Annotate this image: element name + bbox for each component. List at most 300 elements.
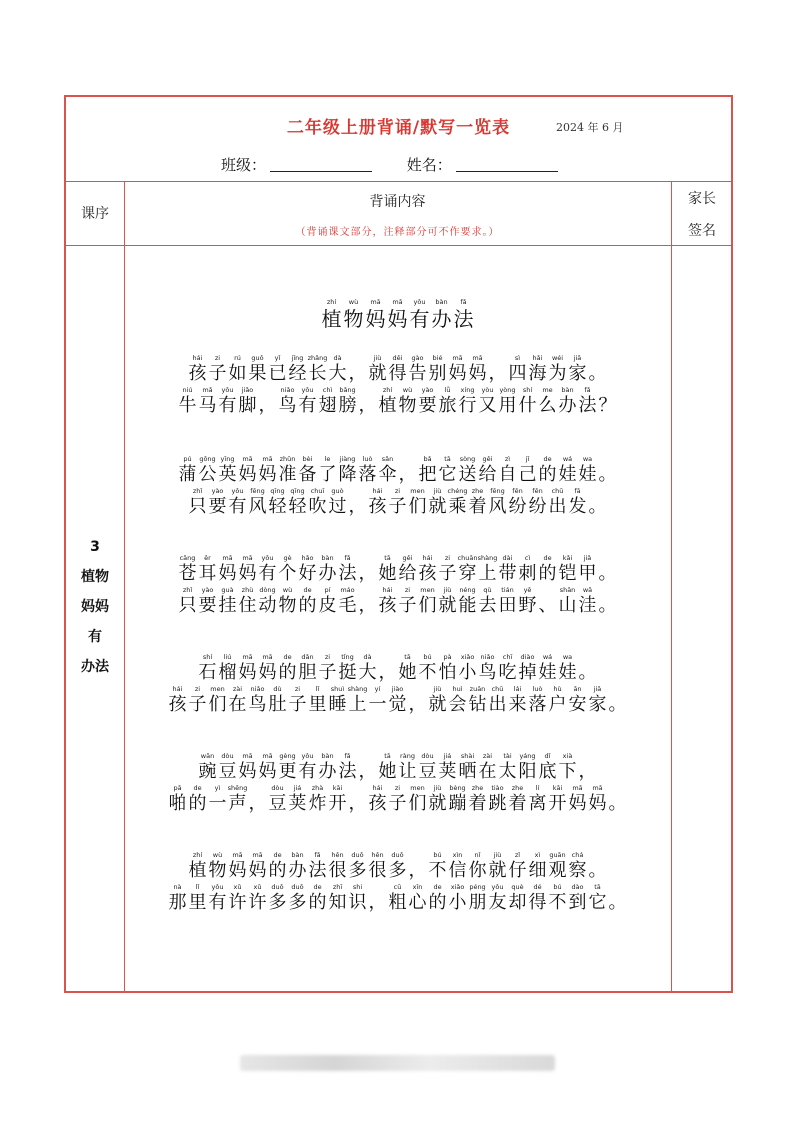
char-with-pinyin — [378, 554, 398, 584]
char-with-pinyin — [278, 455, 298, 485]
pinyin: zi — [294, 685, 301, 693]
char-with-pinyin — [228, 487, 248, 517]
char-with-pinyin — [248, 354, 268, 384]
hanzi: 洼 — [578, 595, 597, 616]
char-with-pinyin — [478, 554, 498, 584]
sign-header-line1: 家长 — [688, 191, 716, 207]
char-with-pinyin — [308, 851, 328, 881]
hanzi: ， — [258, 395, 277, 416]
poem-title-row — [124, 298, 671, 331]
pinyin: gè — [283, 554, 292, 562]
hanzi: 的 — [278, 662, 297, 683]
pinyin: diào — [520, 653, 535, 661]
hanzi: 办 — [318, 563, 337, 584]
class-blank-line[interactable] — [270, 157, 372, 172]
char-with-pinyin — [168, 883, 188, 913]
hanzi: 炸 — [308, 793, 327, 814]
char-with-pinyin — [398, 386, 418, 416]
hanzi: 又 — [478, 395, 497, 416]
poem-line — [124, 784, 671, 814]
hanzi: 四 — [508, 363, 527, 384]
char-with-pinyin — [498, 653, 518, 683]
hanzi: 动 — [258, 595, 277, 616]
char-with-pinyin — [338, 653, 358, 683]
hanzi: 在 — [478, 761, 497, 782]
hanzi: 妈 — [568, 793, 587, 814]
pinyin: fǎ — [344, 752, 351, 760]
pinyin: rú — [234, 354, 241, 362]
char-with-pinyin — [528, 851, 548, 881]
hanzi: 子 — [438, 563, 457, 584]
pinyin: sì — [514, 354, 521, 362]
char-with-pinyin — [428, 354, 448, 384]
hanzi: 着 — [468, 793, 487, 814]
char-with-pinyin — [448, 784, 468, 814]
hanzi: 出 — [548, 496, 567, 517]
poem-line — [124, 586, 671, 616]
pinyin: dǎn — [301, 653, 314, 661]
hanzi: 会 — [448, 694, 467, 715]
char-with-pinyin — [598, 554, 618, 584]
char-with-pinyin — [408, 487, 428, 517]
char-with-pinyin — [478, 752, 498, 782]
hanzi: 膀 — [338, 395, 357, 416]
char-with-pinyin — [518, 554, 538, 584]
pinyin: yào — [201, 586, 214, 594]
hanzi: 底 — [538, 761, 557, 782]
pinyin: hǎi — [532, 354, 543, 362]
hanzi: 榴 — [218, 662, 237, 683]
hanzi: 上 — [348, 694, 367, 715]
hanzi: 别 — [428, 363, 447, 384]
pinyin: mā — [262, 752, 273, 760]
char-with-pinyin — [448, 883, 468, 913]
char-with-pinyin — [458, 554, 478, 584]
hanzi: 行 — [458, 395, 477, 416]
hanzi: 。 — [608, 892, 627, 913]
hanzi: 带 — [498, 563, 517, 584]
pinyin: fā — [574, 487, 581, 495]
pinyin: de — [283, 653, 292, 661]
pinyin: bàn — [291, 851, 304, 859]
char-with-pinyin — [298, 455, 318, 485]
hanzi: 开 — [328, 793, 347, 814]
hanzi: 怕 — [438, 662, 457, 683]
pinyin: hái — [372, 784, 383, 792]
char-with-pinyin — [508, 487, 528, 517]
char-with-pinyin — [608, 685, 628, 715]
pinyin: zhe — [471, 784, 484, 792]
hanzi: 许 — [228, 892, 247, 913]
hanzi: 小 — [458, 662, 477, 683]
char-with-pinyin — [208, 851, 228, 881]
char-with-pinyin — [418, 554, 438, 584]
pinyin: wéi — [551, 354, 564, 362]
pinyin: tā — [404, 653, 411, 661]
column-header-lesson: 课序 — [81, 206, 109, 222]
char-with-pinyin — [228, 784, 248, 814]
char-with-pinyin — [588, 354, 608, 384]
char-with-pinyin — [328, 487, 348, 517]
recitation-table — [64, 95, 733, 993]
hanzi: 小 — [448, 892, 467, 913]
name-blank-line[interactable] — [456, 157, 558, 172]
pinyin: guò — [331, 487, 344, 495]
char-with-pinyin — [208, 685, 228, 715]
pinyin: yǒu — [301, 752, 314, 760]
pinyin: jǐ — [525, 455, 530, 463]
hanzi: 为 — [548, 363, 567, 384]
char-with-pinyin — [398, 653, 418, 683]
pinyin: men — [410, 487, 425, 495]
pinyin: sǎn — [381, 455, 394, 463]
char-with-pinyin — [288, 784, 308, 814]
char-with-pinyin — [258, 586, 278, 616]
pinyin: de — [543, 455, 552, 463]
pinyin: zài — [232, 685, 243, 693]
pinyin: lǐ — [315, 685, 320, 693]
hanzi: 落 — [358, 464, 377, 485]
char-with-pinyin — [318, 752, 338, 782]
class-field[interactable] — [221, 154, 372, 175]
pinyin: xǔ — [233, 883, 242, 891]
hanzi: 。 — [588, 363, 607, 384]
char-with-pinyin — [548, 851, 568, 881]
pinyin: zhǐ — [192, 487, 203, 495]
pinyin: mā — [392, 298, 403, 306]
lesson-title-line: 办法 — [81, 659, 109, 675]
hanzi: 得 — [528, 892, 547, 913]
hanzi: 家 — [588, 694, 607, 715]
pinyin: fēn — [532, 487, 543, 495]
char-with-pinyin — [488, 354, 508, 384]
char-with-pinyin — [228, 883, 248, 913]
char-with-pinyin — [365, 298, 387, 331]
char-with-pinyin — [578, 386, 598, 416]
hanzi: 落 — [528, 694, 547, 715]
hanzi: 要 — [418, 395, 437, 416]
hanzi: 植 — [378, 395, 397, 416]
hanzi: 一 — [208, 793, 227, 814]
char-with-pinyin — [418, 455, 438, 485]
char-with-pinyin — [343, 298, 365, 331]
pinyin: yǒu — [211, 883, 224, 891]
hanzi: 好 — [298, 563, 317, 584]
hanzi: 妈 — [365, 307, 386, 331]
char-with-pinyin — [208, 487, 228, 517]
pinyin: mā — [242, 653, 253, 661]
char-with-pinyin — [358, 752, 378, 782]
hanzi: 纷 — [508, 496, 527, 517]
hanzi: 准 — [278, 464, 297, 485]
hanzi: 就 — [428, 496, 447, 517]
pinyin: de — [303, 586, 312, 594]
hanzi: 么 — [538, 395, 557, 416]
hanzi: 什 — [518, 395, 537, 416]
sign-cell[interactable] — [672, 246, 733, 991]
char-with-pinyin — [188, 851, 208, 881]
char-with-pinyin — [238, 554, 258, 584]
char-with-pinyin — [278, 554, 298, 584]
char-with-pinyin — [558, 455, 578, 485]
char-with-pinyin — [558, 752, 578, 782]
char-with-pinyin — [328, 685, 348, 715]
pinyin: sòng — [459, 455, 476, 463]
char-with-pinyin — [208, 354, 228, 384]
hanzi: 钻 — [468, 694, 487, 715]
char-with-pinyin — [248, 487, 268, 517]
char-with-pinyin — [218, 653, 238, 683]
hanzi: 在 — [228, 694, 247, 715]
char-with-pinyin — [398, 554, 418, 584]
hanzi: 告 — [408, 363, 427, 384]
blurred-watermark — [240, 1055, 555, 1071]
hanzi: 子 — [208, 363, 227, 384]
hanzi: 法 — [338, 563, 357, 584]
poem-line — [124, 386, 671, 416]
char-with-pinyin — [288, 354, 308, 384]
char-with-pinyin — [458, 455, 478, 485]
pinyin: tā — [444, 455, 451, 463]
hanzi: 睡 — [328, 694, 347, 715]
pinyin: zi — [444, 554, 451, 562]
char-with-pinyin — [278, 386, 298, 416]
pinyin: mā — [262, 455, 273, 463]
char-with-pinyin — [428, 784, 448, 814]
pinyin: chá — [571, 851, 584, 859]
pinyin: yì — [214, 784, 221, 792]
lesson-cell — [66, 532, 124, 682]
hanzi: 不 — [548, 892, 567, 913]
char-with-pinyin — [218, 752, 238, 782]
hanzi: 蒲 — [178, 464, 197, 485]
pinyin: xiǎo — [460, 653, 475, 661]
poem-title — [124, 298, 671, 331]
char-with-pinyin — [388, 883, 408, 913]
hanzi: 法 — [578, 395, 597, 416]
hanzi: 妈 — [468, 363, 487, 384]
column-header-content — [124, 181, 671, 245]
char-with-pinyin — [288, 487, 308, 517]
char-with-pinyin — [308, 487, 328, 517]
pinyin: mā — [242, 752, 253, 760]
char-with-pinyin — [508, 784, 528, 814]
hanzi: ， — [578, 761, 597, 782]
char-with-pinyin — [258, 554, 278, 584]
pinyin: xíng — [460, 386, 475, 394]
pinyin: nǐ — [474, 851, 481, 859]
hanzi: 户 — [548, 694, 567, 715]
pinyin: zi — [394, 784, 401, 792]
char-with-pinyin — [588, 487, 608, 517]
hanzi: 妈 — [258, 662, 277, 683]
pinyin: yào — [421, 386, 434, 394]
hanzi: 那 — [168, 892, 187, 913]
pinyin: jiǎ — [583, 554, 592, 562]
pinyin: jiù — [443, 586, 452, 594]
pinyin: kāi — [332, 784, 343, 792]
char-with-pinyin — [308, 883, 328, 913]
hanzi: 子 — [388, 793, 407, 814]
char-with-pinyin — [328, 883, 348, 913]
pinyin: zi — [324, 653, 331, 661]
hanzi: 很 — [368, 860, 387, 881]
pinyin: wá — [542, 653, 553, 661]
char-with-pinyin — [458, 386, 478, 416]
hanzi: 阳 — [518, 761, 537, 782]
char-with-pinyin — [588, 784, 608, 814]
char-with-pinyin — [528, 685, 548, 715]
pinyin: shi — [352, 883, 363, 891]
hanzi: 妈 — [218, 563, 237, 584]
char-with-pinyin — [358, 455, 378, 485]
pinyin: jiù — [373, 354, 382, 362]
pinyin: hái — [192, 354, 203, 362]
hanzi: 只 — [178, 595, 197, 616]
pinyin: mā — [592, 784, 603, 792]
hanzi: 来 — [508, 694, 527, 715]
pinyin: xià — [562, 752, 573, 760]
hanzi: 有 — [409, 307, 430, 331]
hanzi: 降 — [338, 464, 357, 485]
hanzi: 就 — [428, 793, 447, 814]
char-with-pinyin — [248, 784, 268, 814]
pinyin: shí — [202, 653, 213, 661]
char-with-pinyin — [198, 386, 218, 416]
pinyin: jiù — [433, 685, 442, 693]
char-with-pinyin — [528, 354, 548, 384]
pinyin: zhe — [511, 784, 524, 792]
pinyin: jiù — [433, 784, 442, 792]
char-with-pinyin — [228, 354, 248, 384]
char-with-pinyin — [358, 586, 378, 616]
hanzi: 纷 — [528, 496, 547, 517]
pinyin: mā — [370, 298, 381, 306]
char-with-pinyin — [408, 784, 428, 814]
pinyin: zhí — [192, 851, 203, 859]
poem-line — [124, 653, 671, 683]
pinyin: yě — [523, 586, 532, 594]
char-with-pinyin — [568, 487, 588, 517]
char-with-pinyin — [288, 883, 308, 913]
pinyin: dòu — [421, 752, 434, 760]
char-with-pinyin — [348, 354, 368, 384]
char-with-pinyin — [298, 752, 318, 782]
hanzi: 多 — [288, 892, 307, 913]
pinyin: mǎ — [202, 386, 213, 394]
char-with-pinyin — [498, 554, 518, 584]
char-with-pinyin — [318, 554, 338, 584]
pinyin: jīng — [291, 354, 304, 362]
pinyin: wān — [200, 752, 215, 760]
pinyin: gōng — [199, 455, 216, 463]
pinyin: bǎ — [423, 455, 432, 463]
pinyin: fǎ — [460, 298, 467, 306]
char-with-pinyin — [178, 554, 198, 584]
char-with-pinyin — [598, 455, 618, 485]
pinyin: zi — [194, 685, 201, 693]
hanzi: 给 — [398, 563, 417, 584]
char-with-pinyin — [218, 554, 238, 584]
pinyin: zuān — [469, 685, 486, 693]
pinyin: le — [324, 455, 331, 463]
hanzi: 牛 — [178, 395, 197, 416]
char-with-pinyin — [458, 752, 478, 782]
char-with-pinyin — [348, 851, 368, 881]
hanzi: 的 — [308, 892, 327, 913]
hanzi: 、 — [538, 595, 557, 616]
hanzi: 子 — [188, 694, 207, 715]
poem-line-row — [124, 487, 671, 517]
pinyin: de — [273, 851, 282, 859]
hanzi: ， — [358, 761, 377, 782]
hanzi: 孩 — [188, 363, 207, 384]
pinyin: dà — [333, 354, 342, 362]
pinyin: yào — [211, 487, 224, 495]
char-with-pinyin — [398, 586, 418, 616]
hanzi: 植 — [321, 307, 342, 331]
char-with-pinyin — [453, 298, 475, 331]
char-with-pinyin — [228, 851, 248, 881]
pinyin: kǎi — [562, 554, 573, 562]
row-divider — [66, 245, 731, 246]
char-with-pinyin — [378, 752, 398, 782]
char-with-pinyin — [418, 586, 438, 616]
char-with-pinyin — [188, 883, 208, 913]
char-with-pinyin — [558, 653, 578, 683]
char-with-pinyin — [218, 386, 238, 416]
pinyin: yí — [374, 685, 381, 693]
char-with-pinyin — [568, 784, 588, 814]
pinyin: de — [543, 554, 552, 562]
char-with-pinyin — [408, 851, 428, 881]
pinyin: kāi — [552, 784, 563, 792]
char-with-pinyin — [398, 455, 418, 485]
hanzi: 她 — [378, 761, 397, 782]
char-with-pinyin — [478, 653, 498, 683]
hanzi: 马 — [198, 395, 217, 416]
char-with-pinyin — [508, 851, 528, 881]
hanzi: 要 — [198, 595, 217, 616]
pinyin: wù — [282, 586, 293, 594]
pinyin: bàn — [321, 554, 334, 562]
pinyin: mā — [472, 354, 483, 362]
char-with-pinyin — [178, 586, 198, 616]
lesson-title-line: 有 — [88, 629, 102, 645]
char-with-pinyin — [528, 883, 548, 913]
hanzi: 英 — [218, 464, 237, 485]
hanzi: 朋 — [468, 892, 487, 913]
name-field[interactable] — [407, 154, 558, 175]
pinyin: zì — [504, 455, 511, 463]
pinyin: chuī — [310, 487, 325, 495]
char-with-pinyin — [598, 586, 618, 616]
pinyin: dào — [571, 883, 584, 891]
hanzi: 脚 — [238, 395, 257, 416]
student-fields — [221, 154, 588, 175]
char-with-pinyin — [248, 883, 268, 913]
hanzi: 们 — [408, 496, 427, 517]
poem-line-row — [124, 685, 671, 715]
pinyin: luò — [362, 455, 373, 463]
class-label: 班级： — [221, 156, 267, 174]
char-with-pinyin — [338, 455, 358, 485]
pinyin: yǒu — [221, 386, 234, 394]
char-with-pinyin — [368, 685, 388, 715]
pinyin: fēng — [490, 487, 505, 495]
pinyin: tā — [384, 554, 391, 562]
char-with-pinyin — [388, 784, 408, 814]
